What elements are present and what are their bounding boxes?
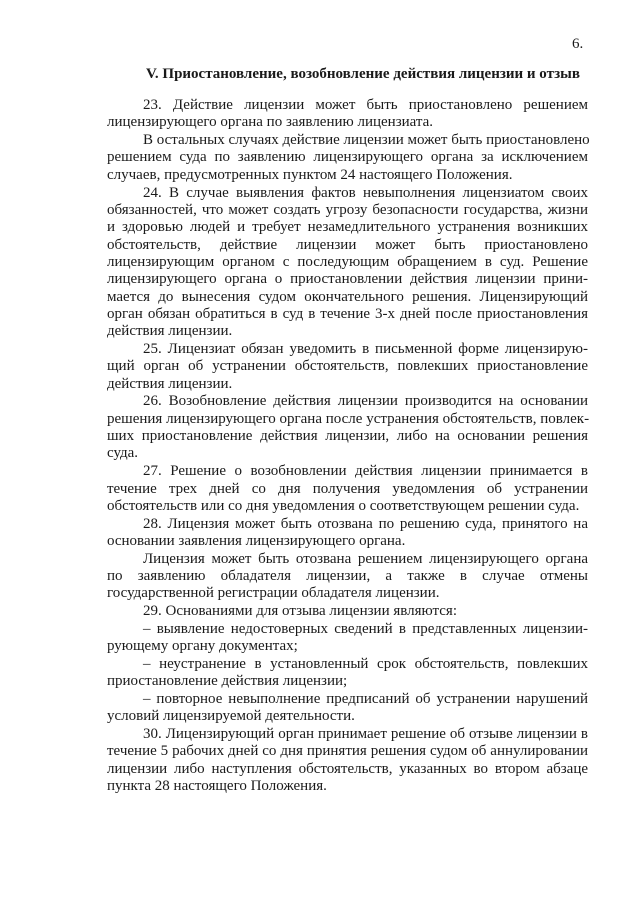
text-line: условий лицензируемой деятельности. (107, 708, 355, 725)
text-line: решения лицензирующего органа после устранения обстоятельств, повлек- (107, 410, 590, 427)
paragraph (107, 621, 588, 656)
text-line: 30. Лицензирующий орган принимает решение об отзыве лицензии в (143, 726, 588, 743)
paragraph (107, 463, 588, 515)
text-line: 23. Действие лицензии может быть приостановлено решением (143, 97, 588, 113)
paragraph (107, 393, 588, 462)
paragraph (107, 656, 588, 691)
text-line: действия лицензии. (107, 375, 233, 392)
text-line: – неустранение в установленный срок обстоятельств, повлекших (143, 655, 588, 672)
paragraph (107, 726, 588, 795)
text-line: 28. Лицензия может быть отозвана по решению суда, принятого на (143, 515, 588, 532)
text-line: случаев, предусмотренных пунктом 24 настоящего Положения. (107, 166, 513, 183)
paragraph (107, 185, 588, 341)
text-line: приостановление действия лицензии; (107, 673, 348, 690)
text-line: 24. В случае выявления фактов невыполнения лицензиатом своих (143, 184, 588, 201)
text-line: лицензирующим органом с последующим обращением в суд. Решение (107, 253, 588, 270)
text-line: суда. (107, 445, 139, 462)
text-line: пункта 28 настоящего Положения. (107, 778, 327, 795)
paragraph (107, 97, 588, 132)
text-line: и здоровью людей и требует незамедлительного устранения возникших (107, 219, 588, 236)
text-line: решением суда по заявлению лицензирующего органа за исключением (107, 149, 588, 166)
text-line: щий орган об устранении обстоятельств, повлекших приостановление (107, 358, 588, 375)
text-line: лицензирующего органа о приостановлении действия лицензии прини- (107, 271, 588, 288)
text-line: обстоятельств, действие лицензии может быть приостановлено (107, 236, 588, 253)
text-line: действия лицензии. (107, 323, 233, 340)
paragraph (107, 132, 588, 184)
text-line: 29. Основаниями для отзыва лицензии являются: (143, 603, 457, 620)
text-line: орган обязан обратиться в суд в течение 3-х дней после приостановления (107, 305, 588, 322)
text-line: В остальных случаях действие лицензии может быть приостановлено (143, 132, 590, 149)
text-line: рующему органу документах; (107, 638, 298, 655)
text-line: – выявление недостоверных сведений в представленных лицензии- (143, 620, 588, 637)
text-line: лицензирующего органа по заявлению лицензиата. (107, 114, 434, 131)
text-line: основании заявления лицензирующего органа. (107, 532, 406, 549)
text-line: мается до вынесения судом окончательного решения. Лицензирующий (107, 288, 588, 305)
paragraph (107, 516, 588, 551)
document-body (107, 97, 588, 796)
text-line: Лицензия может быть отозвана решением лицензирующего органа (143, 550, 588, 567)
page-number: 6. (572, 36, 584, 52)
text-line: 25. Лицензиат обязан уведомить в письменной форме лицензирую- (143, 340, 588, 357)
paragraph (107, 341, 588, 393)
text-line: – повторное невыполнение предписаний об устранении нарушений (143, 690, 588, 707)
text-line: 26. Возобновление действия лицензии производится на основании (143, 393, 588, 410)
text-line: ших приостановление действия лицензии, либо на основании решения (107, 428, 588, 445)
paragraph (107, 551, 588, 603)
section-title: V. Приостановление, возобновление действия лицензии и отзыв (146, 66, 580, 82)
text-line: течение 5 рабочих дней со дня принятия решения судом об аннулировании (107, 743, 588, 760)
text-line: лицензии либо наступления обстоятельств, указанных во втором абзаце (107, 760, 588, 777)
text-line: обстоятельств или со дня уведомления о соответствующем решении суда. (107, 497, 580, 514)
paragraph (107, 603, 588, 620)
text-line: течение трех дней со дня получения уведомления об устранении (107, 480, 588, 497)
text-line: обязанностей, что может создать угрозу безопасности государства, жизни (107, 201, 588, 218)
text-line: государственной регистрации обладателя лицензии. (107, 585, 440, 602)
text-line: по заявлению обладателя лицензии, а также в случае отмены (107, 568, 588, 585)
paragraph (107, 691, 588, 726)
text-line: 27. Решение о возобновлении действия лицензии принимается в (143, 463, 588, 480)
